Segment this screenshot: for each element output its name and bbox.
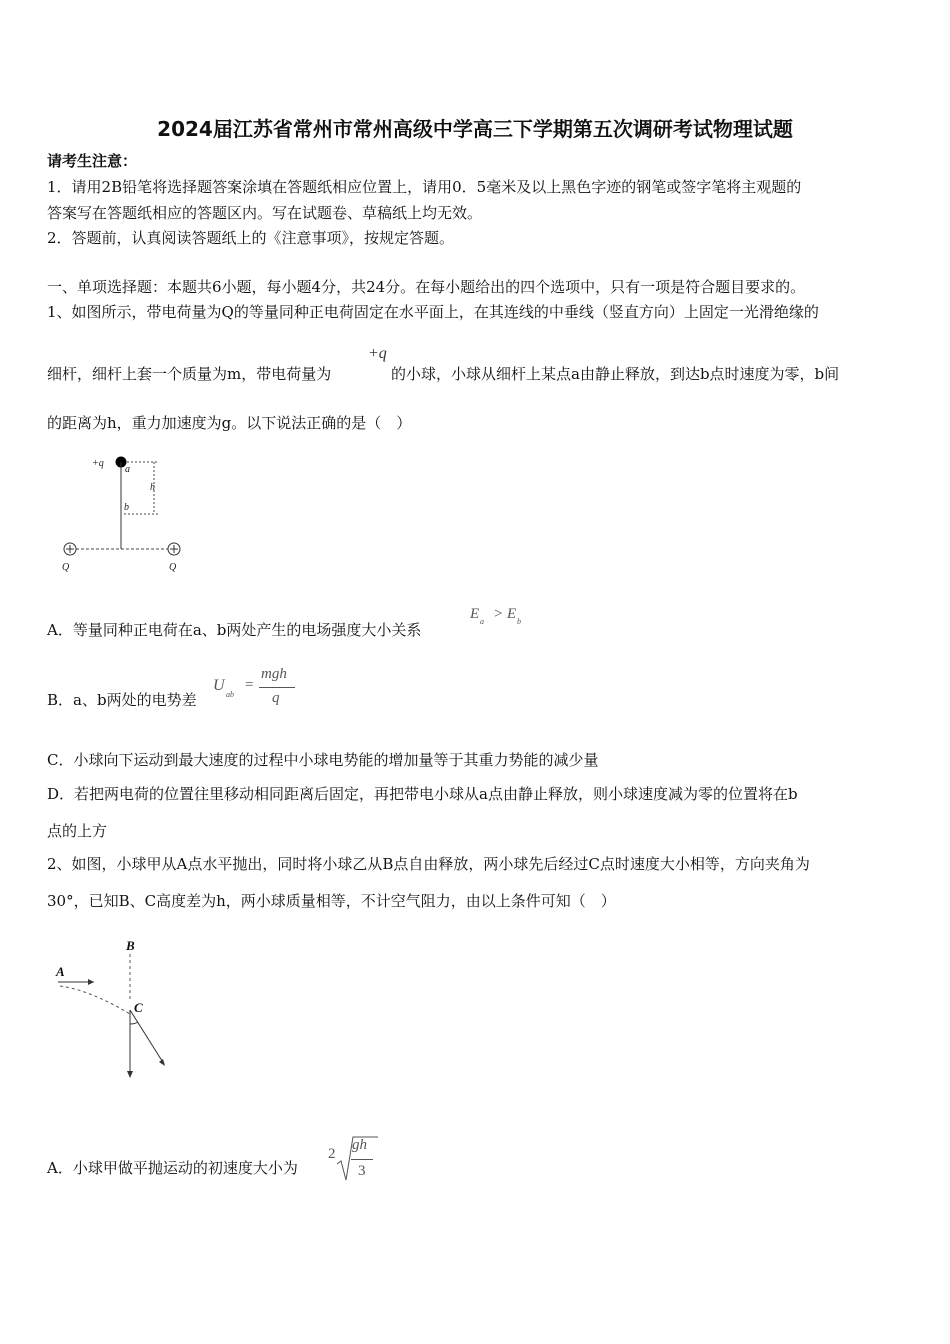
optB-den: q	[272, 690, 280, 706]
optA2-fraction-bar	[351, 1159, 373, 1160]
optB-sub: ab	[226, 690, 234, 699]
optA2-den: 3	[358, 1163, 366, 1179]
fig2-trajectory	[60, 986, 130, 1014]
q1-stem-line-3: 的距离为h，重力加速度为g。以下说法正确的是（ ）	[47, 414, 412, 432]
q1-stem-line-1: 1、如图所示，带电荷量为Q的等量同种正电荷固定在水平面上，在其连线的中垂线（竖直方向）上固定一光滑绝缘的	[47, 303, 819, 321]
optB-fraction-bar	[259, 687, 295, 688]
optB-eq: =	[245, 677, 254, 693]
optA2-num: gh	[352, 1137, 367, 1153]
q1-option-d-line-2: 点的上方	[47, 822, 108, 840]
q2-stem-line-1: 2、如图，小球甲从A点水平抛出，同时将小球乙从B点自由释放，两小球先后经过C点时速度大小相等，方向夹角为	[47, 855, 810, 873]
fig1-Q-right-label: Q	[169, 562, 177, 573]
optB-U: U	[213, 677, 225, 694]
q2-stem-line-2: 30°，已知B、C高度差为h，两小球质量相等，不计空气阻力，由以上条件可知（ ）	[47, 892, 616, 910]
fig2-C-label: C	[134, 1000, 143, 1015]
notice-line-1a: 1．请用2B铅笔将选择题答案涂填在答题纸相应位置上，请用0．5毫米及以上黑色字迹的钢笔或签字笔将主观题的	[47, 178, 802, 196]
optA-sub-a: a	[480, 617, 484, 626]
q2-option-a: A．小球甲做平抛运动的初速度大小为	[47, 1159, 298, 1177]
optA-E2: E	[507, 606, 517, 622]
optA2-coef: 2	[328, 1146, 336, 1162]
optA-E1: E	[470, 606, 480, 622]
fig2-angle-arc	[130, 1022, 138, 1024]
q1-option-a: A．等量同种正电荷在a、b两处产生的电场强度大小关系	[47, 621, 422, 639]
fig2-B-label: B	[126, 938, 135, 953]
fig1-b-label: b	[124, 502, 129, 513]
q1-charge-symbol: +q	[368, 345, 387, 362]
q2-option-a-math	[328, 1134, 388, 1186]
q2-figure	[50, 932, 180, 1082]
q1-figure	[40, 448, 200, 578]
optB-num: mgh	[261, 666, 287, 682]
notice-heading: 请考生注意：	[47, 152, 138, 170]
fig1-a-label: a	[125, 464, 130, 475]
fig1-q-label: +q	[92, 458, 104, 469]
notice-line-2: 2．答题前，认真阅读答题纸上的《注意事项》，按规定答题。	[47, 229, 455, 247]
fig2-A-label: A	[56, 964, 65, 979]
fig2-oblique-velocity	[130, 1010, 164, 1064]
fig1-Q-left-label: Q	[62, 562, 70, 573]
optA-sub-b: b	[517, 617, 521, 626]
q1-option-a-math	[470, 606, 540, 632]
section-heading: 一、单项选择题：本题共6小题，每小题4分，共24分。在每小题给出的四个选项中，只有一项是符合题目要求的。	[47, 278, 806, 296]
q1-stem-line-2a: 细杆，细杆上套一个质量为m，带电荷量为	[47, 365, 332, 383]
q1-option-b: B．a、b两处的电势差	[47, 691, 197, 709]
q1-option-c: C．小球向下运动到最大速度的过程中小球电势能的增加量等于其重力势能的减少量	[47, 751, 599, 769]
fig1-h-label: h	[150, 482, 155, 493]
optA-gt: >	[494, 606, 503, 622]
notice-line-1b: 答案写在答题纸相应的答题区内。写在试题卷、草稿纸上均无效。	[47, 204, 483, 222]
q1-option-b-math	[213, 664, 303, 714]
q1-stem-line-2b: 的小球，小球从细杆上某点a由静止释放，到达b点时速度为零，b间	[391, 365, 840, 383]
page-title: 2024届江苏省常州市常州高级中学高三下学期第五次调研考试物理试题	[157, 117, 793, 141]
q1-option-d-line-1: D．若把两电荷的位置往里移动相同距离后固定，再把带电小球从a点由静止释放，则小球速度减为零的位置将在b	[47, 785, 798, 803]
